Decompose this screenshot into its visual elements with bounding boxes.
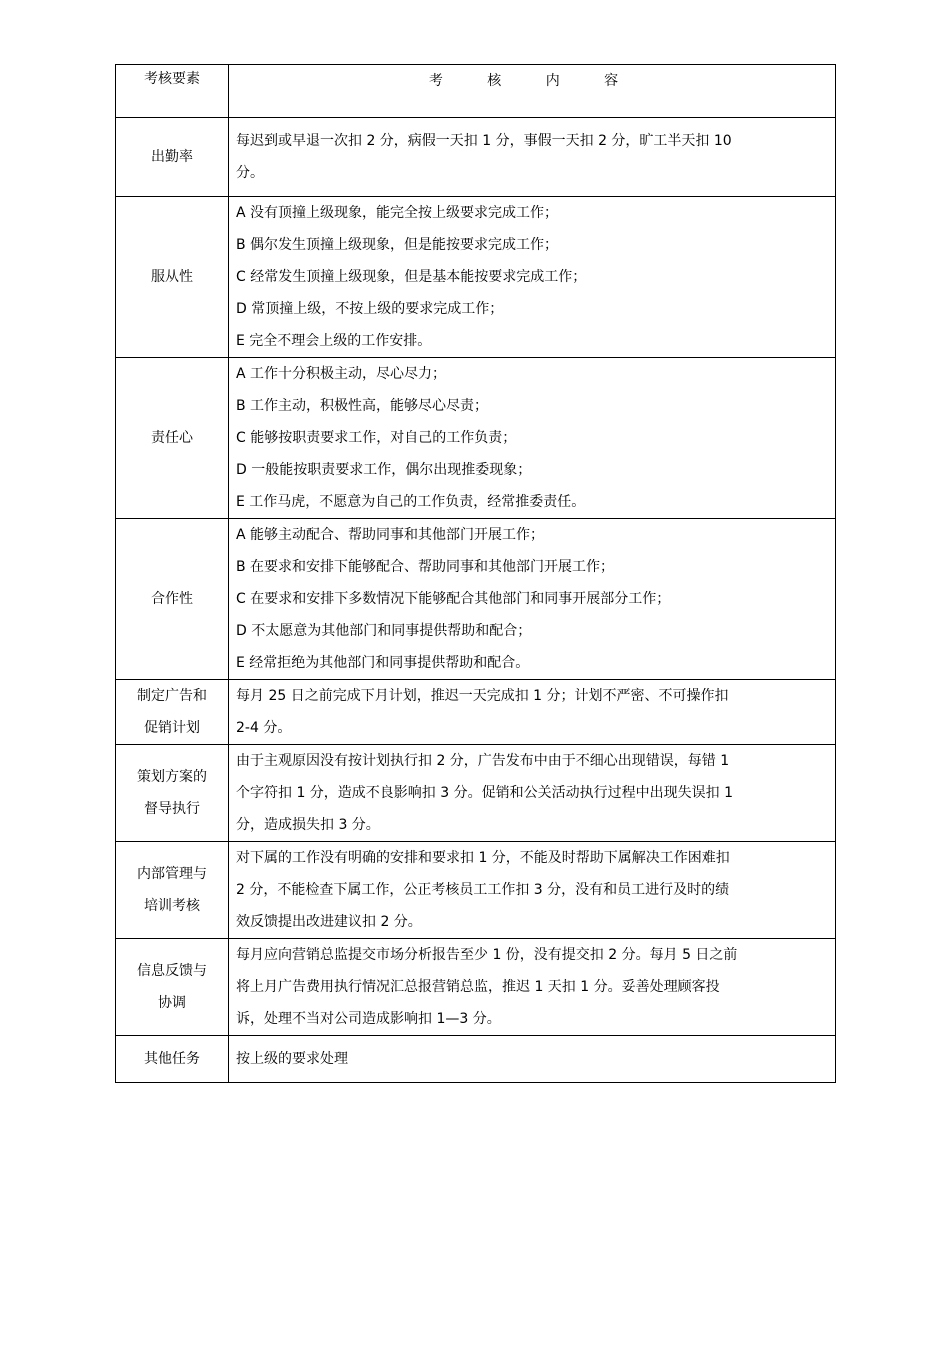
- table-row: [116, 519, 836, 680]
- table-row: [116, 197, 836, 358]
- element-label: 促销计划: [144, 720, 200, 736]
- content-cell: [229, 745, 836, 842]
- element-label: 出勤率: [151, 149, 193, 165]
- content-line: 2 分，不能检查下属工作，公正考核员工工作扣 3 分，没有和员工进行及时的绩: [236, 882, 730, 898]
- table-row: [116, 680, 836, 745]
- content-cell: [229, 519, 836, 680]
- content-line: A 没有顶撞上级现象，能完全按上级要求完成工作；: [236, 205, 559, 221]
- element-label: 内部管理与: [137, 866, 207, 882]
- content-line: B 偶尔发生顶撞上级现象，但是能按要求完成工作；: [236, 237, 559, 253]
- element-label: 其他任务: [144, 1051, 200, 1067]
- table-row: [116, 358, 836, 519]
- element-label: 督导执行: [144, 801, 200, 817]
- element-cell: [116, 842, 229, 939]
- element-label: 责任心: [151, 430, 193, 446]
- content-line: 将上月广告费用执行情况汇总报营销总监，推迟 1 天扣 1 分。妥善处理顾客投: [236, 979, 720, 995]
- content-line: C 经常发生顶撞上级现象，但是基本能按要求完成工作；: [236, 269, 587, 285]
- table-row: [116, 939, 836, 1036]
- content-line: D 常顶撞上级，不按上级的要求完成工作；: [236, 301, 504, 317]
- element-label: 协调: [158, 995, 186, 1011]
- content-cell: [229, 939, 836, 1036]
- table-row: [116, 745, 836, 842]
- content-line: B 工作主动，积极性高，能够尽心尽责；: [236, 398, 489, 414]
- content-line: 个字符扣 1 分，造成不良影响扣 3 分。促销和公关活动执行过程中出现失误扣 1: [236, 785, 733, 801]
- table-body: [116, 118, 836, 1083]
- content-line: C 能够按职责要求工作，对自己的工作负责；: [236, 430, 517, 446]
- content-line: 效反馈提出改进建议扣 2 分。: [236, 914, 422, 930]
- content-line: D 不太愿意为其他部门和同事提供帮助和配合；: [236, 623, 532, 639]
- element-cell: [116, 745, 229, 842]
- content-line: 分。: [236, 165, 264, 181]
- content-line: 每月 25 日之前完成下月计划，推迟一天完成扣 1 分；计划不严密、不可操作扣: [236, 688, 729, 704]
- content-cell: [229, 1036, 836, 1083]
- table-header-row: [116, 65, 836, 118]
- content-line: A 能够主动配合、帮助同事和其他部门开展工作；: [236, 527, 545, 543]
- content-line: 对下属的工作没有明确的安排和要求扣 1 分，不能及时帮助下属解决工作困难扣: [236, 850, 730, 866]
- element-label: 服从性: [151, 269, 193, 285]
- content-line: 按上级的要求处理: [236, 1051, 348, 1067]
- header-element: 考核要素: [116, 65, 229, 118]
- content-cell: [229, 358, 836, 519]
- element-cell: [116, 519, 229, 680]
- element-cell: [116, 1036, 229, 1083]
- element-label: 合作性: [151, 591, 193, 607]
- content-line: E 经常拒绝为其他部门和同事提供帮助和配合。: [236, 655, 530, 671]
- element-cell: [116, 358, 229, 519]
- content-line: 由于主观原因没有按计划执行扣 2 分，广告发布中由于不细心出现错误，每错 1: [236, 753, 730, 769]
- content-line: 分，造成损失扣 3 分。: [236, 817, 380, 833]
- content-line: B 在要求和安排下能够配合、帮助同事和其他部门开展工作；: [236, 559, 615, 575]
- content-line: 诉，处理不当对公司造成影响扣 1—3 分。: [236, 1011, 501, 1027]
- element-cell: [116, 118, 229, 197]
- content-cell: [229, 118, 836, 197]
- element-cell: [116, 197, 229, 358]
- element-label: 策划方案的: [137, 769, 207, 785]
- table-row: [116, 842, 836, 939]
- element-label: 信息反馈与: [137, 963, 207, 979]
- element-cell: [116, 939, 229, 1036]
- assessment-table: [115, 64, 836, 1083]
- content-line: C 在要求和安排下多数情况下能够配合其他部门和同事开展部分工作；: [236, 591, 671, 607]
- content-line: D 一般能按职责要求工作，偶尔出现推委现象；: [236, 462, 532, 478]
- element-cell: [116, 680, 229, 745]
- table-row: [116, 1036, 836, 1083]
- content-line: 每月应向营销总监提交市场分析报告至少 1 份，没有提交扣 2 分。每月 5 日之前: [236, 947, 738, 963]
- header-content: 考 核 内 容: [229, 65, 836, 118]
- content-line: E 工作马虎，不愿意为自己的工作负责，经常推委责任。: [236, 494, 586, 510]
- content-cell: [229, 197, 836, 358]
- content-line: E 完全不理会上级的工作安排。: [236, 333, 432, 349]
- content-cell: [229, 680, 836, 745]
- content-line: 每迟到或早退一次扣 2 分，病假一天扣 1 分，事假一天扣 2 分，旷工半天扣 10: [236, 133, 732, 149]
- element-label: 培训考核: [144, 898, 200, 914]
- element-label: 制定广告和: [137, 688, 207, 704]
- content-line: 2-4 分。: [236, 720, 292, 736]
- table-row: [116, 118, 836, 197]
- content-cell: [229, 842, 836, 939]
- content-line: A 工作十分积极主动，尽心尽力；: [236, 366, 447, 382]
